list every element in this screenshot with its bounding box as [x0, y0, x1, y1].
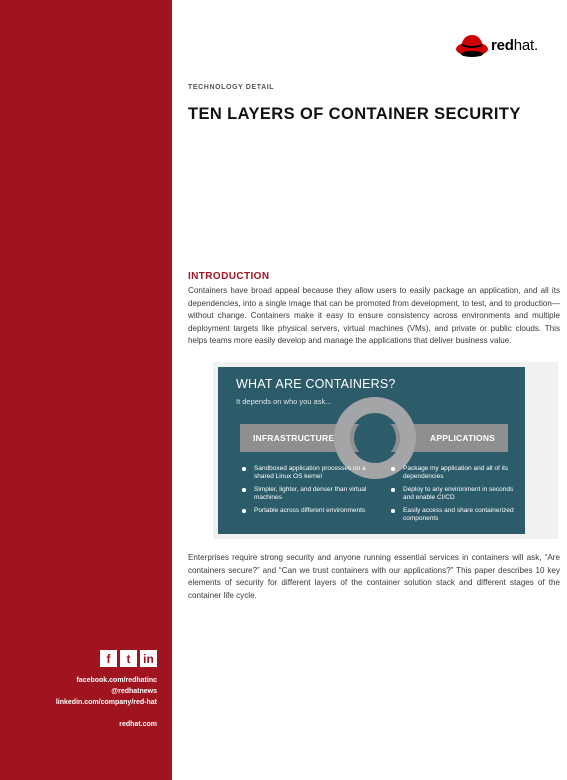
- document-title: TEN LAYERS OF CONTAINER SECURITY: [188, 105, 521, 123]
- infrastructure-label: INFRASTRUCTURE: [253, 433, 335, 443]
- list-item: Sandboxed application processes on a shared Linux OS kernel: [242, 465, 367, 481]
- website-link[interactable]: redhat.com: [119, 721, 157, 728]
- shadowman-hat-icon: [455, 30, 489, 62]
- linkedin-icon[interactable]: in: [140, 650, 157, 667]
- infrastructure-bullets: [242, 465, 367, 520]
- list-item: Portable across different environments: [242, 507, 367, 515]
- list-item: Package my application and all of its dependencies: [391, 465, 516, 481]
- social-icons: [100, 650, 157, 667]
- facebook-link[interactable]: facebook.com/redhatinc: [76, 677, 157, 684]
- figure-ring-center: [354, 417, 396, 459]
- list-item: Easily access and share containerized components: [391, 507, 516, 523]
- figure-title: WHAT ARE CONTAINERS?: [236, 377, 396, 391]
- social-links: [56, 675, 157, 708]
- sidebar: [0, 0, 172, 780]
- figure-subtitle: It depends on who you ask...: [236, 397, 332, 406]
- linkedin-link[interactable]: linkedin.com/company/red-hat: [55, 699, 157, 706]
- figure-frame: [213, 362, 558, 539]
- introduction-heading: INTRODUCTION: [188, 271, 270, 282]
- containers-figure: [218, 367, 525, 534]
- closing-paragraph: Enterprises require strong security and anyone running essential services in containers will ask, “Are containers secure?” and “Can we trust containers with our applications?” This paper describes 10 key elements of security for different layers of the container solution stack and different stages of the container life cycle.: [188, 553, 560, 600]
- applications-label: APPLICATIONS: [430, 433, 496, 443]
- applications-bullets: [391, 465, 516, 528]
- logo-wordmark: redhat.: [491, 37, 538, 54]
- document-type-label: TECHNOLOGY DETAIL: [188, 84, 275, 91]
- facebook-icon[interactable]: f: [100, 650, 117, 667]
- twitter-icon[interactable]: t: [120, 650, 137, 667]
- list-item: Simpler, lighter, and denser than virtual machines: [242, 486, 367, 502]
- introduction-paragraph: Containers have broad appeal because they allow users to easily package an application, and all its dependencies, into a single image that can be promoted from development, to test, and to production—without change. Containers make it easy to ensure consistency across environments and multiple deployment targets like physical servers, virtual machines (VMs), and private or public clouds. This helps teams more easily develop and manage the applications that deliver business value.: [188, 286, 560, 346]
- twitter-link[interactable]: @redhatnews: [111, 688, 157, 695]
- list-item: Deploy to any environment in seconds and enable CI/CD: [391, 486, 516, 502]
- redhat-logo: [455, 30, 560, 62]
